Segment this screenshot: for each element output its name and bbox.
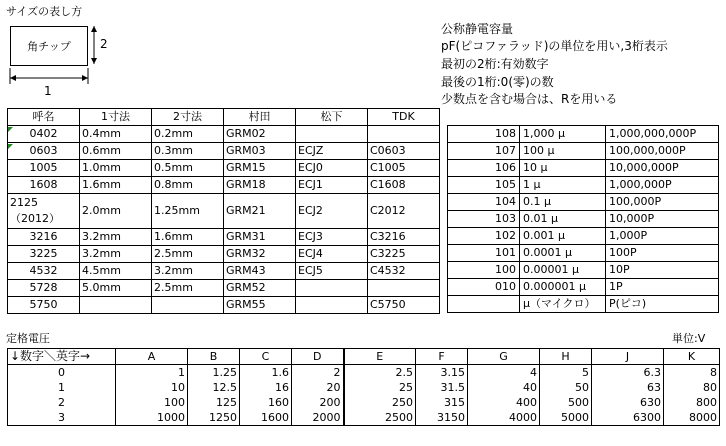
voltage-value-cell: 100 <box>116 395 188 410</box>
voltage-value-cell: 1000 <box>116 410 188 426</box>
capacitance-code-cell: 1,000 μ <box>520 126 606 143</box>
size-table-cell <box>296 280 368 297</box>
capacitance-code-cell: 105 <box>448 177 520 194</box>
voltage-value-cell: 4000 <box>468 410 540 426</box>
voltage-value-cell: 2000 <box>292 410 344 426</box>
note-line-2: pF(ピコファラッド)の単位を用い,3桁表示 <box>441 39 668 53</box>
size-table-cell: GRM02 <box>224 126 296 143</box>
size-table-row <box>8 280 440 297</box>
size-table-cell: ECJ4 <box>296 246 368 263</box>
size-table-cell: C3225 <box>368 246 440 263</box>
voltage-row <box>8 410 720 426</box>
size-table-row <box>8 126 440 143</box>
voltage-value-cell: 16 <box>240 380 292 395</box>
voltage-value-cell: 40 <box>468 380 540 395</box>
size-table-header-row <box>8 109 440 126</box>
cell-comment-marker <box>8 127 13 132</box>
size-table-cell: 1005 <box>8 160 80 177</box>
size-table-cell <box>296 126 368 143</box>
size-table-row <box>8 143 440 160</box>
size-table-cell: C1608 <box>368 177 440 194</box>
size-table-cell: 1608 <box>8 177 80 194</box>
capacitance-code-cell: μ（マイクロ） <box>520 296 606 313</box>
voltage-value-cell: 10 <box>116 380 188 395</box>
size-table-cell: 2125 （2012） <box>8 194 80 229</box>
voltage-value-cell: 500 <box>540 395 592 410</box>
voltage-value-cell: 1 <box>116 365 188 381</box>
size-table-cell: 5750 <box>8 297 80 314</box>
voltage-row <box>8 395 720 410</box>
capacitance-code-cell: 106 <box>448 160 520 177</box>
capacitance-code-cell: 1P <box>606 279 719 296</box>
size-table-cell: ECJ3 <box>296 229 368 246</box>
header-matsushita: 松下 <box>296 109 368 126</box>
size-table-cell: C3216 <box>368 229 440 246</box>
header-dim1: 1寸法 <box>80 109 152 126</box>
voltage-value-cell: 5000 <box>540 410 592 426</box>
voltage-column-header: J <box>592 349 664 365</box>
voltage-value-cell: 8 <box>664 365 720 381</box>
voltage-title: 定格電圧 <box>6 332 50 345</box>
voltage-value-cell: 80 <box>664 380 720 395</box>
size-table-cell: 5.0mm <box>80 280 152 297</box>
size-table-cell: GRM15 <box>224 160 296 177</box>
size-table-row <box>8 229 440 246</box>
size-table-cell: 4.5mm <box>80 263 152 280</box>
voltage-value-cell: 25 <box>344 380 416 395</box>
voltage-value-cell: 4 <box>468 365 540 381</box>
voltage-value-cell: 5 <box>540 365 592 381</box>
note-line-4: 最後の1桁:0(零)の数 <box>441 75 554 89</box>
capacitance-code-cell: 107 <box>448 143 520 160</box>
height-label: 2 <box>100 37 108 51</box>
capacitance-code-cell: 100P <box>606 245 719 262</box>
voltage-value-cell: 6300 <box>592 410 664 426</box>
capacitance-code-cell: 0.01 μ <box>520 211 606 228</box>
voltage-value-cell: 1600 <box>240 410 292 426</box>
capacitance-code-cell: 0.00001 μ <box>520 262 606 279</box>
voltage-value-cell: 31.5 <box>416 380 468 395</box>
size-table-cell: ECJZ <box>296 143 368 160</box>
capacitance-code-cell: 100 μ <box>520 143 606 160</box>
note-line-5: 少数点を含む場合は、Rを用いる <box>441 92 618 106</box>
voltage-column-header: K <box>664 349 720 365</box>
voltage-value-cell: 2.5 <box>344 365 416 381</box>
size-table-cell: 0.2mm <box>152 126 224 143</box>
capacitance-code-cell: 100,000P <box>606 194 719 211</box>
voltage-value-cell: 3150 <box>416 410 468 426</box>
capacitance-code-cell: 100 <box>448 262 520 279</box>
size-table-cell <box>152 297 224 314</box>
capacitance-code-cell: 0.000001 μ <box>520 279 606 296</box>
size-table-cell: 0603 <box>8 143 80 160</box>
capacitance-code-row <box>448 194 719 211</box>
capacitance-code-cell: 0.1 μ <box>520 194 606 211</box>
voltage-column-header: B <box>188 349 240 365</box>
size-table-cell: 1.0mm <box>80 160 152 177</box>
voltage-row <box>8 380 720 395</box>
voltage-column-header: D <box>292 349 344 365</box>
size-table-cell: GRM55 <box>224 297 296 314</box>
size-table-row <box>8 263 440 280</box>
capacitance-code-cell: 10 μ <box>520 160 606 177</box>
capacitance-code-cell: 1,000,000P <box>606 177 719 194</box>
height-arrow-bottom <box>91 58 97 64</box>
capacitance-code-cell: 100,000,000P <box>606 143 719 160</box>
size-table-cell: 5728 <box>8 280 80 297</box>
size-table-cell: 3216 <box>8 229 80 246</box>
voltage-value-cell: 315 <box>416 395 468 410</box>
capacitance-code-row <box>448 211 719 228</box>
capacitance-code-cell: 108 <box>448 126 520 143</box>
size-table-cell: 0.6mm <box>80 143 152 160</box>
voltage-value-cell: 50 <box>540 380 592 395</box>
size-table-cell: GRM18 <box>224 177 296 194</box>
size-table-cell <box>80 297 152 314</box>
voltage-value-cell: 800 <box>664 395 720 410</box>
capacitance-code-cell: 10,000,000P <box>606 160 719 177</box>
voltage-value-cell: 1250 <box>188 410 240 426</box>
voltage-value-cell: 1.6 <box>240 365 292 381</box>
size-table-cell: 2.0mm <box>80 194 152 229</box>
size-table-cell: GRM32 <box>224 246 296 263</box>
voltage-value-cell: 20 <box>292 380 344 395</box>
size-table-cell: 0.5mm <box>152 160 224 177</box>
cell-comment-marker <box>8 144 13 149</box>
size-table-row <box>8 177 440 194</box>
size-table-cell: 2.5mm <box>152 246 224 263</box>
size-table-cell: GRM31 <box>224 229 296 246</box>
capacitance-code-cell: 102 <box>448 228 520 245</box>
capacitance-code-cell: 0.0001 μ <box>520 245 606 262</box>
capacitance-code-cell: 0.001 μ <box>520 228 606 245</box>
size-table-cell: ECJ5 <box>296 263 368 280</box>
capacitance-code-row <box>448 126 719 143</box>
header-murata: 村田 <box>224 109 296 126</box>
size-table-row <box>8 194 440 229</box>
capacitance-code-cell <box>448 296 520 313</box>
capacitance-code-row <box>448 160 719 177</box>
height-arrow-top <box>91 26 97 32</box>
size-table-cell: 1.6mm <box>80 177 152 194</box>
voltage-column-header: H <box>540 349 592 365</box>
capacitance-code-table <box>447 125 719 313</box>
voltage-row-label: 1 <box>8 380 116 395</box>
size-table-cell: ECJ2 <box>296 194 368 229</box>
capacitance-code-cell: 101 <box>448 245 520 262</box>
voltage-column-header: A <box>116 349 188 365</box>
capacitance-code-row <box>448 279 719 296</box>
capacitance-code-row <box>448 143 719 160</box>
size-table-cell: GRM03 <box>224 143 296 160</box>
voltage-value-cell: 400 <box>468 395 540 410</box>
capacitance-code-row <box>448 228 719 245</box>
voltage-value-cell: 630 <box>592 395 664 410</box>
voltage-value-cell: 63 <box>592 380 664 395</box>
voltage-row-label: 0 <box>8 365 116 381</box>
size-table-cell: 3.2mm <box>80 246 152 263</box>
capacitance-code-row <box>448 245 719 262</box>
voltage-value-cell: 1.25 <box>188 365 240 381</box>
size-table-row <box>8 297 440 314</box>
header-tdk: TDK <box>368 109 440 126</box>
voltage-row-label: 3 <box>8 410 116 426</box>
size-table-cell: GRM43 <box>224 263 296 280</box>
dimension-arrows <box>0 20 120 100</box>
width-label: 1 <box>44 84 52 98</box>
size-table-cell: C4532 <box>368 263 440 280</box>
size-table-cell <box>368 280 440 297</box>
voltage-value-cell: 3.15 <box>416 365 468 381</box>
size-table-cell: 0402 <box>8 126 80 143</box>
chip-size-table <box>7 108 440 314</box>
voltage-row-label: 2 <box>8 395 116 410</box>
voltage-value-cell: 12.5 <box>188 380 240 395</box>
voltage-column-header: F <box>416 349 468 365</box>
size-table-cell: 3225 <box>8 246 80 263</box>
size-table-cell: 1.25mm <box>152 194 224 229</box>
capacitance-code-cell: 103 <box>448 211 520 228</box>
voltage-column-header: G <box>468 349 540 365</box>
capacitance-code-cell: P(ピコ) <box>606 296 719 313</box>
size-table-cell: GRM21 <box>224 194 296 229</box>
size-table-cell: C5750 <box>368 297 440 314</box>
size-table-cell: ECJ1 <box>296 177 368 194</box>
voltage-value-cell: 200 <box>292 395 344 410</box>
voltage-header-row <box>8 349 720 365</box>
size-table-cell: GRM52 <box>224 280 296 297</box>
size-table-cell <box>368 126 440 143</box>
size-table-cell: 0.8mm <box>152 177 224 194</box>
size-table-cell: 1.6mm <box>152 229 224 246</box>
voltage-column-header: E <box>344 349 416 365</box>
capacitance-code-cell: 10P <box>606 262 719 279</box>
voltage-row <box>8 365 720 381</box>
header-dim2: 2寸法 <box>152 109 224 126</box>
chip-label: 角チップ <box>27 40 71 53</box>
voltage-value-cell: 2 <box>292 365 344 381</box>
header-nominal: 呼名 <box>8 109 80 126</box>
size-table-cell <box>296 297 368 314</box>
capacitance-code-row <box>448 177 719 194</box>
size-table-cell: 0.4mm <box>80 126 152 143</box>
capacitance-code-cell: 1,000,000,000P <box>606 126 719 143</box>
size-table-row <box>8 246 440 263</box>
size-table-cell: 2.5mm <box>152 280 224 297</box>
size-table-row <box>8 160 440 177</box>
voltage-value-cell: 6.3 <box>592 365 664 381</box>
size-table-cell: 0.3mm <box>152 143 224 160</box>
width-arrow-right <box>82 75 88 81</box>
voltage-value-cell: 250 <box>344 395 416 410</box>
voltage-value-cell: 2500 <box>344 410 416 426</box>
voltage-value-cell: 8000 <box>664 410 720 426</box>
capacitance-code-cell: 10,000P <box>606 211 719 228</box>
capacitance-code-cell: 104 <box>448 194 520 211</box>
rated-voltage-table <box>7 348 720 426</box>
width-arrow-left <box>10 75 16 81</box>
size-table-cell: ECJ0 <box>296 160 368 177</box>
voltage-corner-label: ↓数字＼英字→ <box>8 349 116 365</box>
voltage-column-header: C <box>240 349 292 365</box>
capacitance-code-cell: 1,000P <box>606 228 719 245</box>
size-table-cell: 3.2mm <box>80 229 152 246</box>
size-table-cell: C2012 <box>368 194 440 229</box>
note-line-1: 公称静電容量 <box>441 22 514 36</box>
size-table-cell: 4532 <box>8 263 80 280</box>
voltage-value-cell: 125 <box>188 395 240 410</box>
capacitance-code-row <box>448 296 719 313</box>
capacitance-code-row <box>448 262 719 279</box>
diagram-title: サイズの表し方 <box>6 5 83 18</box>
size-table-cell: C1005 <box>368 160 440 177</box>
voltage-value-cell: 160 <box>240 395 292 410</box>
size-table-cell: C0603 <box>368 143 440 160</box>
capacitance-code-cell: 010 <box>448 279 520 296</box>
capacitance-code-cell: 1 μ <box>520 177 606 194</box>
voltage-unit: 単位:V <box>672 332 706 345</box>
note-line-3: 最初の2桁:有効数字 <box>441 57 549 71</box>
size-table-cell: 3.2mm <box>152 263 224 280</box>
